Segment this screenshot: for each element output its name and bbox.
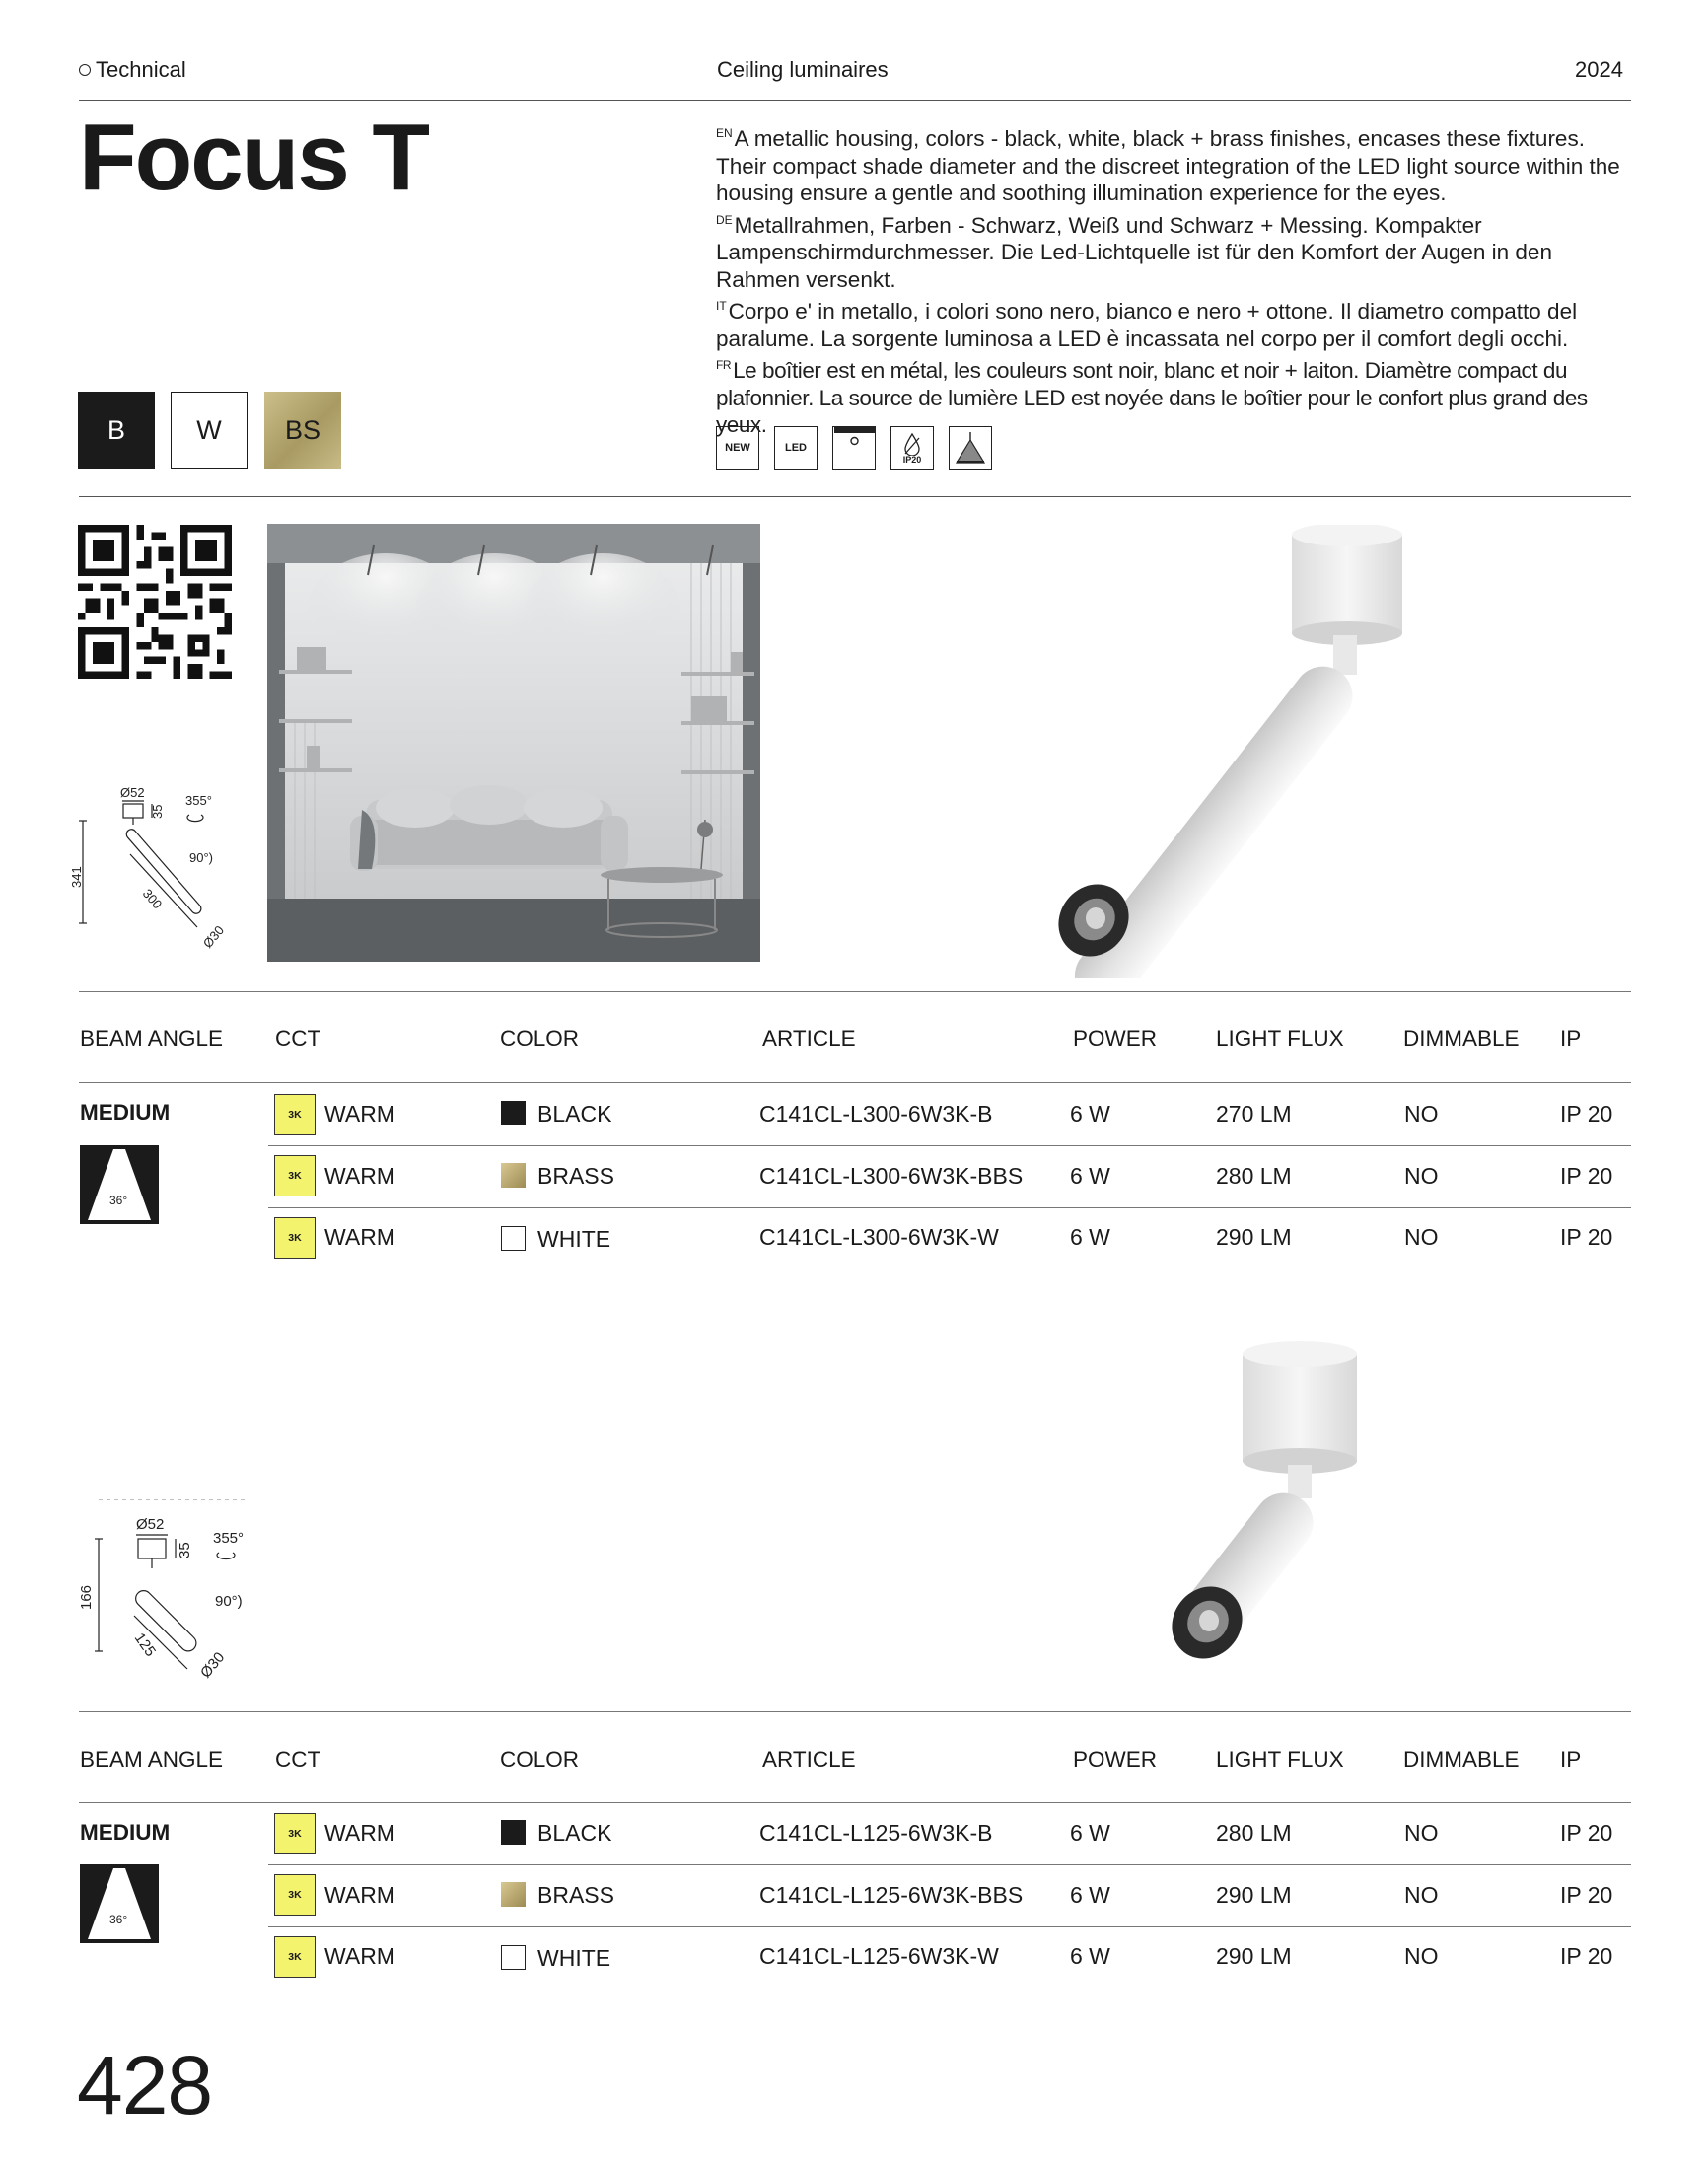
intro-divider [79, 496, 1631, 497]
ip-value: IP 20 [1560, 1882, 1613, 1908]
drawing2-tilt: 90°) [215, 1593, 243, 1610]
lang-tag-fr: FR [716, 358, 732, 372]
description-de [716, 207, 1631, 294]
table2-header-divider [79, 1802, 1631, 1803]
color-label: BRASS [537, 1882, 614, 1908]
table1-top-divider [79, 991, 1631, 992]
cct-label: WARM [324, 1882, 395, 1908]
dimmable-value: NO [1404, 1163, 1439, 1189]
table1-header-divider [79, 1082, 1631, 1083]
flux-value: 280 LM [1216, 1163, 1292, 1189]
cct-badge: 3K [274, 1936, 316, 1978]
description-fr-text: Le boîtier est en métal, les couleurs sont noir, blanc et noir + laiton. Diamètre compact du plafonnier. La source de lumière LED est noyée dans le boîtier pour le confort plus grand des yeux. [716, 358, 1588, 437]
color-label: BLACK [537, 1101, 612, 1126]
article-code: C141CL-L125-6W3K-B [759, 1820, 993, 1846]
section-label [79, 57, 186, 83]
description-it [716, 293, 1631, 352]
finish-swatch-white: W [171, 392, 248, 469]
ip-value: IP 20 [1560, 1101, 1613, 1126]
table2-header-dimmable: DIMMABLE [1403, 1747, 1520, 1772]
product-description [716, 120, 1631, 439]
description-de-text: Metallrahmen, Farben - Schwarz, Weiß und Schwarz + Messing. Kompakter Lampenschirmdurchmesser. Die Led-Lichtquelle ist für den Komfort der Augen in den Rahmen versenkt. [716, 212, 1552, 292]
cct-badge: 3K [274, 1094, 316, 1135]
drawing1-length: 300 [139, 886, 166, 912]
dimension-drawing-long [69, 781, 247, 954]
product-render-long [1026, 525, 1459, 978]
finish-swatch-black: B [78, 392, 155, 469]
color-swatch-brass [501, 1882, 526, 1907]
cct-label: WARM [324, 1163, 395, 1189]
description-en-text: A metallic housing, colors - black, white, black + brass finishes, encases these fixtures. Their compact shade diameter and the discreet integration of the LED light source within the housing ensure a gentle and soothing illumination experience for the eyes. [716, 126, 1620, 205]
ip-value: IP 20 [1560, 1943, 1613, 1969]
drawing1-rot: 355° [185, 793, 212, 808]
row-divider [268, 1145, 1631, 1146]
drawing1-height: 341 [69, 866, 84, 888]
ceiling-mount-icon [832, 426, 876, 470]
table1-header-color: COLOR [500, 1026, 580, 1051]
article-code: C141CL-L300-6W3K-W [759, 1224, 999, 1250]
new-badge-icon: NEW [716, 426, 759, 470]
dimmable-value: NO [1404, 1101, 1439, 1126]
table2-beam-angle: 36° [109, 1913, 128, 1926]
dimension-drawing-short [69, 1499, 266, 1692]
cct-badge: 3K [274, 1874, 316, 1916]
table2-header-flux: LIGHT FLUX [1216, 1747, 1344, 1772]
color-swatch-white [501, 1945, 526, 1970]
table1-beam-label: MEDIUM [80, 1100, 171, 1124]
description-it-text: Corpo e' in metallo, i colori sono nero, bianco e nero + ottone. Il diametro compatto del paralume. La sorgente luminosa a LED è incassata nel corpo per il comfort degli occhi. [716, 299, 1578, 351]
drawing1-tilt: 90°) [189, 850, 213, 865]
table1-header-flux: LIGHT FLUX [1216, 1026, 1344, 1051]
ip-value: IP 20 [1560, 1224, 1613, 1250]
ip-value: IP 20 [1560, 1163, 1613, 1189]
beam-angle-icon [80, 1864, 159, 1943]
flux-value: 280 LM [1216, 1820, 1292, 1846]
drawing2-h-base: 35 [177, 1542, 193, 1558]
article-code: C141CL-L125-6W3K-BBS [759, 1882, 1024, 1908]
ip20-label: IP20 [902, 454, 922, 465]
page-number: 428 [77, 2039, 213, 2132]
table2-header-beam: BEAM ANGLE [80, 1747, 224, 1772]
table1-header-power: POWER [1073, 1026, 1158, 1051]
table2-top-divider [79, 1711, 1631, 1712]
cct-badge: 3K [274, 1217, 316, 1259]
color-label: BRASS [537, 1163, 614, 1189]
table2-header-color: COLOR [500, 1747, 580, 1772]
interior-photo [267, 524, 760, 962]
drawing1-h-base: 35 [150, 804, 165, 819]
cct-badge: 3K [274, 1813, 316, 1854]
power-value: 6 W [1070, 1943, 1110, 1969]
flux-value: 290 LM [1216, 1224, 1292, 1250]
color-label: WHITE [537, 1226, 611, 1252]
row-divider [268, 1926, 1631, 1927]
color-swatch-brass [501, 1163, 526, 1188]
flux-value: 290 LM [1216, 1882, 1292, 1908]
product-render-short [1164, 1337, 1400, 1672]
flux-value: 270 LM [1216, 1101, 1292, 1126]
power-value: 6 W [1070, 1101, 1110, 1126]
year-label: 2024 [1575, 57, 1623, 82]
table1-header-ip: IP [1560, 1026, 1582, 1051]
power-value: 6 W [1070, 1882, 1110, 1908]
table1-beam-angle: 36° [109, 1194, 128, 1207]
color-label: BLACK [537, 1820, 612, 1846]
led-badge-icon: LED [774, 426, 818, 470]
color-label: WHITE [537, 1945, 611, 1971]
drawing1-d-tube: Ø30 [199, 922, 228, 949]
cct-badge: 3K [274, 1155, 316, 1196]
table2-header-cct: CCT [275, 1747, 321, 1772]
finish-swatch-brass: BS [264, 392, 341, 469]
dimmable-value: NO [1404, 1882, 1439, 1908]
ip20-icon [890, 426, 934, 470]
table1-header-cct: CCT [275, 1026, 321, 1051]
article-code: C141CL-L300-6W3K-BBS [759, 1163, 1024, 1189]
adjustable-beam-icon [949, 426, 992, 470]
circle-bullet-icon [79, 64, 91, 76]
description-en [716, 120, 1631, 207]
cct-label: WARM [324, 1820, 395, 1846]
article-code: C141CL-L125-6W3K-W [759, 1943, 999, 1969]
flux-value: 290 LM [1216, 1943, 1292, 1969]
row-divider [268, 1207, 1631, 1208]
cct-label: WARM [324, 1101, 395, 1126]
cct-label: WARM [324, 1224, 395, 1250]
drawing2-length: 125 [130, 1630, 160, 1660]
qr-code [78, 525, 232, 684]
beam-angle-icon [80, 1145, 159, 1224]
lang-tag-it: IT [716, 299, 727, 313]
section-text: Technical [96, 57, 186, 82]
power-value: 6 W [1070, 1163, 1110, 1189]
color-swatch-black [501, 1820, 526, 1845]
drawing2-rot: 355° [213, 1530, 245, 1547]
header-divider [79, 100, 1631, 101]
dimmable-value: NO [1404, 1820, 1439, 1846]
drawing2-d-top: Ø52 [136, 1516, 165, 1533]
power-value: 6 W [1070, 1820, 1110, 1846]
drawing2-height: 166 [78, 1584, 95, 1610]
dimmable-value: NO [1404, 1224, 1439, 1250]
drawing2-d-tube: Ø30 [197, 1648, 229, 1682]
article-code: C141CL-L300-6W3K-B [759, 1101, 993, 1126]
color-swatch-white [501, 1226, 526, 1251]
table1-header-beam: BEAM ANGLE [80, 1026, 224, 1051]
cct-label: WARM [324, 1943, 395, 1969]
row-divider [268, 1864, 1631, 1865]
table2-header-article: ARTICLE [762, 1747, 856, 1772]
drawing1-d-top: Ø52 [120, 785, 145, 800]
ip-value: IP 20 [1560, 1820, 1613, 1846]
table2-header-ip: IP [1560, 1747, 1582, 1772]
product-title: Focus T [79, 105, 429, 210]
table2-header-power: POWER [1073, 1747, 1158, 1772]
color-swatch-black [501, 1101, 526, 1125]
category-label: Ceiling luminaires [717, 57, 889, 82]
power-value: 6 W [1070, 1224, 1110, 1250]
dimmable-value: NO [1404, 1943, 1439, 1969]
lang-tag-de: DE [716, 212, 733, 227]
lang-tag-en: EN [716, 126, 733, 140]
table1-header-article: ARTICLE [762, 1026, 856, 1051]
table2-beam-label: MEDIUM [80, 1820, 171, 1845]
table1-header-dimmable: DIMMABLE [1403, 1026, 1520, 1051]
